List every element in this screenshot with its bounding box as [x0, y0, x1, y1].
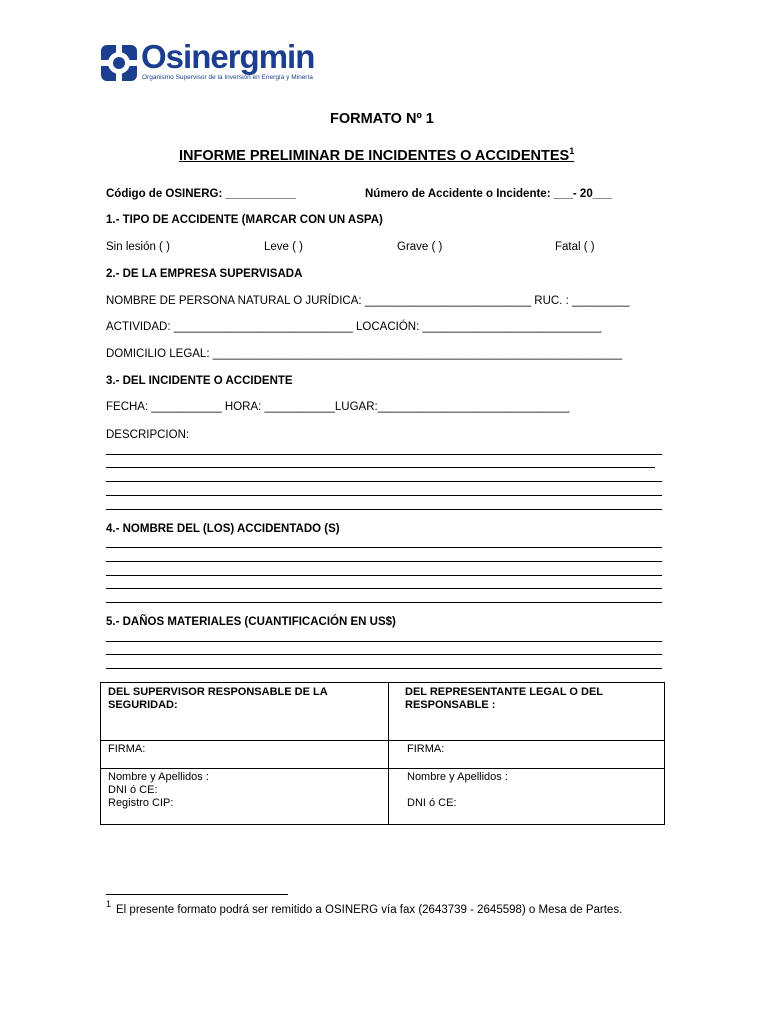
option-sin-lesion: Sin lesión ( ) [106, 241, 170, 253]
representante-dni-label: DNI ó CE: [407, 797, 457, 809]
descripcion-line [106, 481, 662, 482]
supervisor-firma-label: FIRMA: [108, 743, 146, 755]
option-leve: Leve ( ) [264, 241, 303, 253]
section5-heading: 5.- DAÑOS MATERIALES (CUANTIFICACIÓN EN US$) [106, 616, 396, 628]
incidente-fecha-hora-lugar: FECHA: ___________ HORA: ___________LUGAR:______________________________ [106, 401, 570, 413]
supervisor-header-line1: DEL SUPERVISOR RESPONSABLE DE LA [108, 686, 328, 698]
accidentados-line [106, 588, 662, 589]
supervisor-cip-label: Registro CIP: [108, 797, 174, 809]
representante-header [405, 686, 603, 712]
osinergmin-emblem-icon [100, 44, 138, 82]
osinergmin-logo [100, 38, 335, 88]
descripcion-line [106, 467, 655, 468]
logo-tagline: Organismo Supervisor de la Inversión en Energía y Minería [142, 74, 313, 81]
representante-nombre-label: Nombre y Apellidos : [407, 771, 508, 783]
report-title-text: INFORME PRELIMINAR DE INCIDENTES O ACCIDENTES [179, 147, 570, 164]
descripcion-line [106, 509, 662, 510]
supervisor-header [108, 686, 328, 712]
option-fatal: Fatal ( ) [555, 241, 595, 253]
footnote-mark: 1 [106, 899, 112, 909]
empresa-domicilio: DOMICILIO LEGAL: ________________________________________________________________ [106, 348, 623, 360]
representante-header-line2: RESPONSABLE : [405, 699, 496, 711]
supervisor-dni-label: DNI ó CE: [108, 784, 158, 796]
footnote-text: El presente formato podrá ser remitido a OSINERG vía fax (2643739 - 2645598) o Mesa de Partes. [116, 904, 623, 916]
report-title [179, 146, 574, 164]
danos-line [106, 668, 662, 669]
footnote-separator [106, 894, 288, 895]
descripcion-line [106, 454, 662, 455]
option-grave: Grave ( ) [397, 241, 443, 253]
supervisor-header-line2: SEGURIDAD: [108, 699, 178, 711]
danos-line [106, 641, 662, 642]
descripcion-line [106, 495, 662, 496]
supervisor-nombre-label: Nombre y Apellidos : [108, 771, 209, 783]
section1-heading: 1.- TIPO DE ACCIDENTE (MARCAR CON UN ASPA) [106, 214, 383, 226]
representante-firma-label: FIRMA: [407, 743, 445, 755]
section4-heading: 4.- NOMBRE DEL (LOS) ACCIDENTADO (S) [106, 523, 340, 535]
report-title-footnote-mark: 1 [569, 146, 575, 156]
signature-table [100, 682, 665, 825]
danos-line [106, 654, 662, 655]
accidentados-line [106, 575, 662, 576]
supervisor-datos [108, 771, 209, 810]
section2-heading: 2.- DE LA EMPRESA SUPERVISADA [106, 268, 303, 280]
codigo-osinerg: Código de OSINERG: ___________ [106, 188, 296, 200]
representante-header-line1: DEL REPRESENTANTE LEGAL O DEL [405, 686, 604, 698]
signature-table-row-divider [101, 740, 664, 741]
empresa-nombre-ruc: NOMBRE DE PERSONA NATURAL O JURÍDICA: __________________________ RUC. : _________ [106, 295, 630, 307]
signature-table-column-divider [388, 683, 389, 824]
descripcion-label: DESCRIPCION: [106, 429, 190, 441]
section3-heading: 3.- DEL INCIDENTE O ACCIDENTE [106, 375, 293, 387]
accidentados-line [106, 602, 662, 603]
numero-accidente: Número de Accidente o Incidente: ___- 20___ [365, 188, 612, 200]
logo-wordmark: Osinergmin [141, 38, 315, 75]
signature-table-row-divider [101, 768, 664, 769]
empresa-actividad-locacion: ACTIVIDAD: ____________________________ LOCACIÓN: ____________________________ [106, 321, 602, 333]
accidentados-line [106, 561, 662, 562]
formato-title: FORMATO Nº 1 [330, 111, 434, 127]
accidentados-line [106, 547, 662, 548]
